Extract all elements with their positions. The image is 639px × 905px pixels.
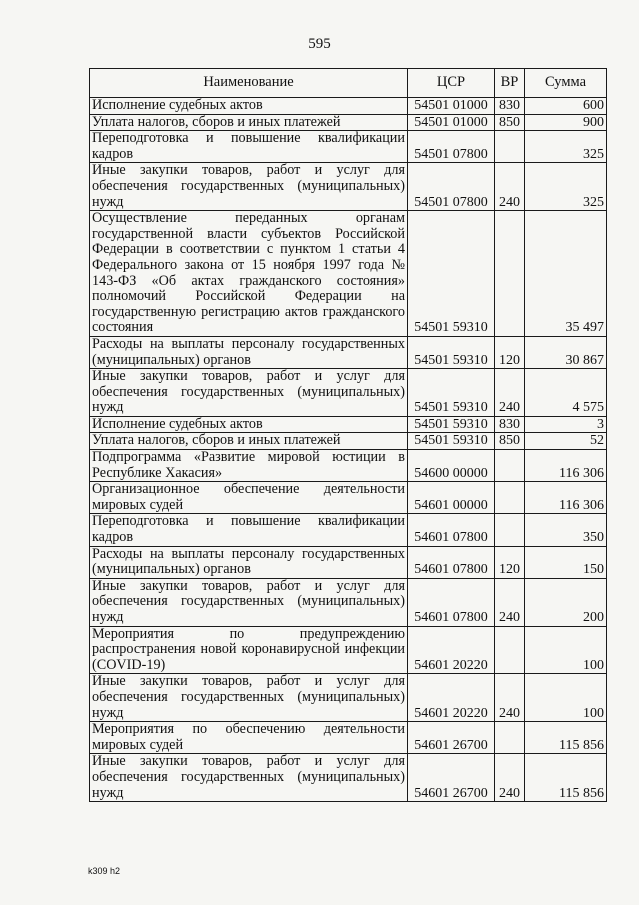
cell-sum: 900 <box>525 114 607 131</box>
cell-name: Иные закупки товаров, работ и услуг для обеспечения государственных (муниципальных) нужд <box>90 163 408 211</box>
cell-sum: 325 <box>525 163 607 211</box>
cell-sum: 30 867 <box>525 336 607 368</box>
table-row <box>90 131 607 163</box>
cell-vr: 120 <box>495 336 525 368</box>
table-row <box>90 433 607 450</box>
footer-code: k309 h2 <box>88 866 121 876</box>
cell-vr: 850 <box>495 433 525 450</box>
cell-sum: 350 <box>525 514 607 546</box>
cell-sum: 115 856 <box>525 722 607 754</box>
cell-vr: 240 <box>495 674 525 722</box>
cell-csr: 54601 26700 <box>408 754 495 802</box>
table-row <box>90 482 607 514</box>
cell-sum: 116 306 <box>525 450 607 482</box>
cell-name: Переподготовка и повышение квалификации кадров <box>90 131 408 163</box>
cell-name: Расходы на выплаты персоналу государственных (муниципальных) органов <box>90 336 408 368</box>
table-row <box>90 674 607 722</box>
cell-name: Исполнение судебных актов <box>90 416 408 433</box>
cell-sum: 115 856 <box>525 754 607 802</box>
table-row <box>90 336 607 368</box>
cell-vr: 240 <box>495 163 525 211</box>
cell-vr <box>495 626 525 674</box>
table-row <box>90 416 607 433</box>
table-row <box>90 626 607 674</box>
cell-vr: 240 <box>495 578 525 626</box>
table-row <box>90 754 607 802</box>
cell-vr <box>495 131 525 163</box>
cell-sum: 35 497 <box>525 211 607 337</box>
header-vr: ВР <box>495 69 525 98</box>
cell-name: Осуществление переданных органам государственной власти субъектов Российской Федерации в соответствии с пунктом 1 статьи 4 Федерального закона от 15 ноября 1997 года № 143-ФЗ «Об актах гражданского состояния» полномочий Российской Федерации на государственную регистрацию актов гражданского состояния <box>90 211 408 337</box>
cell-sum: 116 306 <box>525 482 607 514</box>
cell-name: Переподготовка и повышение квалификации кадров <box>90 514 408 546</box>
cell-vr: 850 <box>495 114 525 131</box>
cell-name: Организационное обеспечение деятельности мировых судей <box>90 482 408 514</box>
page-number: 595 <box>308 36 331 52</box>
cell-vr: 120 <box>495 546 525 578</box>
cell-sum: 100 <box>525 674 607 722</box>
cell-name: Уплата налогов, сборов и иных платежей <box>90 433 408 450</box>
table-header-row <box>90 69 607 98</box>
cell-csr: 54601 07800 <box>408 578 495 626</box>
cell-csr: 54501 07800 <box>408 163 495 211</box>
cell-vr <box>495 211 525 337</box>
cell-vr: 830 <box>495 416 525 433</box>
cell-name: Мероприятия по предупреждению распространения новой коронавирусной инфекции (COVID-19) <box>90 626 408 674</box>
cell-name: Иные закупки товаров, работ и услуг для обеспечения государственных (муниципальных) нужд <box>90 578 408 626</box>
cell-csr: 54601 20220 <box>408 626 495 674</box>
cell-csr: 54601 07800 <box>408 514 495 546</box>
cell-sum: 325 <box>525 131 607 163</box>
table-row <box>90 546 607 578</box>
cell-csr: 54601 26700 <box>408 722 495 754</box>
cell-sum: 150 <box>525 546 607 578</box>
cell-sum: 3 <box>525 416 607 433</box>
cell-vr <box>495 722 525 754</box>
cell-csr: 54501 59310 <box>408 433 495 450</box>
cell-csr: 54501 59310 <box>408 416 495 433</box>
cell-csr: 54601 07800 <box>408 546 495 578</box>
table-row <box>90 514 607 546</box>
cell-sum: 52 <box>525 433 607 450</box>
cell-name: Подпрограмма «Развитие мировой юстиции в Республике Хакасия» <box>90 450 408 482</box>
cell-name: Исполнение судебных актов <box>90 98 408 115</box>
cell-name: Иные закупки товаров, работ и услуг для обеспечения государственных (муниципальных) нужд <box>90 674 408 722</box>
cell-csr: 54501 01000 <box>408 114 495 131</box>
cell-vr: 240 <box>495 369 525 417</box>
header-name: Наименование <box>90 69 408 98</box>
table-row <box>90 98 607 115</box>
table-body <box>90 98 607 802</box>
cell-sum: 4 575 <box>525 369 607 417</box>
cell-name: Расходы на выплаты персоналу государственных (муниципальных) органов <box>90 546 408 578</box>
header-csr: ЦСР <box>408 69 495 98</box>
budget-table <box>89 68 607 802</box>
table-row <box>90 722 607 754</box>
cell-vr <box>495 482 525 514</box>
table-row <box>90 163 607 211</box>
cell-csr: 54501 59310 <box>408 369 495 417</box>
cell-csr: 54601 00000 <box>408 482 495 514</box>
cell-vr: 240 <box>495 754 525 802</box>
cell-csr: 54501 01000 <box>408 98 495 115</box>
cell-name: Иные закупки товаров, работ и услуг для обеспечения государственных (муниципальных) нужд <box>90 369 408 417</box>
cell-name: Уплата налогов, сборов и иных платежей <box>90 114 408 131</box>
cell-sum: 600 <box>525 98 607 115</box>
cell-csr: 54501 07800 <box>408 131 495 163</box>
cell-csr: 54600 00000 <box>408 450 495 482</box>
cell-csr: 54601 20220 <box>408 674 495 722</box>
cell-vr <box>495 514 525 546</box>
table-row <box>90 114 607 131</box>
cell-vr <box>495 450 525 482</box>
table-row <box>90 450 607 482</box>
cell-sum: 200 <box>525 578 607 626</box>
cell-vr: 830 <box>495 98 525 115</box>
table-row <box>90 578 607 626</box>
cell-sum: 100 <box>525 626 607 674</box>
table-row <box>90 211 607 337</box>
cell-name: Мероприятия по обеспечению деятельности мировых судей <box>90 722 408 754</box>
header-sum: Сумма <box>525 69 607 98</box>
cell-name: Иные закупки товаров, работ и услуг для обеспечения государственных (муниципальных) нужд <box>90 754 408 802</box>
cell-csr: 54501 59310 <box>408 211 495 337</box>
cell-csr: 54501 59310 <box>408 336 495 368</box>
table-row <box>90 369 607 417</box>
